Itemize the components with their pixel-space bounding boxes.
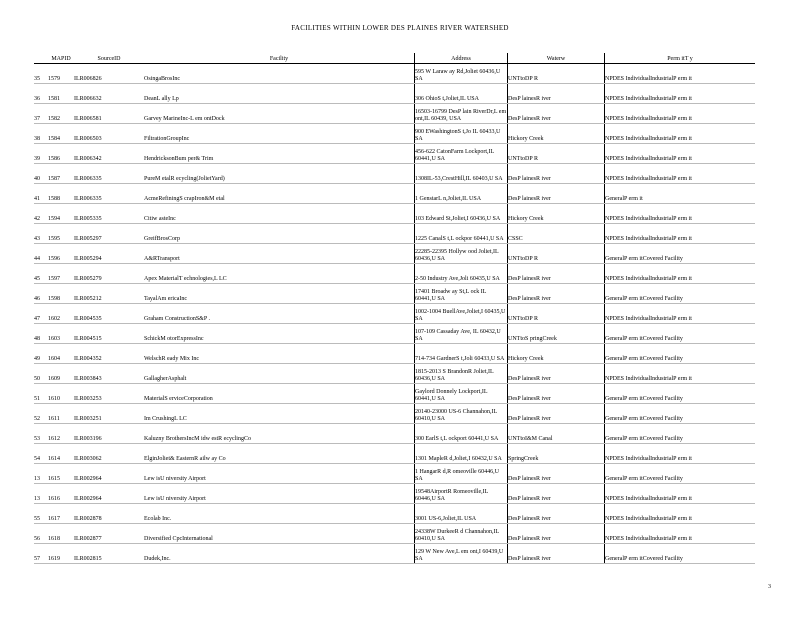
table-row: [34, 344, 755, 364]
cell-sourceid: ILR003062: [74, 444, 144, 464]
header-mapid: MAPID: [48, 53, 74, 64]
cell-mapid: 1610: [48, 384, 74, 404]
cell-facility: A&RTransport: [144, 244, 415, 264]
cell-address: 103 Edward St,Joliet,I 60436,U SA: [415, 204, 508, 224]
cell-facility: SchickM otorExpressInc: [144, 324, 415, 344]
cell-row-number: 13: [34, 484, 48, 504]
table-row: [34, 304, 755, 324]
cell-waterway: DesP lainesR iver: [508, 184, 605, 204]
cell-address: 1308IL-53,CrestHill,IL 60403,U SA: [415, 164, 508, 184]
cell-sourceid: ILR005212: [74, 284, 144, 304]
cell-row-number: 41: [34, 184, 48, 204]
cell-sourceid: ILR002878: [74, 504, 144, 524]
cell-permit-type: GeneralP erm itCovered Facility: [605, 464, 756, 484]
cell-permit-type: GeneralP erm itCovered Facility: [605, 284, 756, 304]
cell-permit-type: NPDES IndividualIndustrialP erm it: [605, 224, 756, 244]
table-row: [34, 524, 755, 544]
cell-facility: Diversified CpcInternational: [144, 524, 415, 544]
cell-address: 22285-22395 Hollyw ood Joliet,IL 60436,U SA: [415, 244, 508, 264]
cell-address: 1301 MapleR d,Joliet,I 60432,U SA: [415, 444, 508, 464]
cell-facility: Garvey MarineInc-L em ontDock: [144, 104, 415, 124]
cell-waterway: SpringCreek: [508, 444, 605, 464]
table-header-row: [34, 53, 755, 64]
table-row: [34, 244, 755, 264]
cell-waterway: Hickory Creek: [508, 204, 605, 224]
cell-row-number: 13: [34, 464, 48, 484]
cell-waterway: UNTtoI&M Canal: [508, 424, 605, 444]
cell-row-number: 47: [34, 304, 48, 324]
cell-sourceid: ILR006826: [74, 64, 144, 84]
cell-waterway: DesP lainesR iver: [508, 404, 605, 424]
cell-permit-type: NPDES IndividualIndustrialP erm it: [605, 364, 756, 384]
cell-sourceid: ILR006581: [74, 104, 144, 124]
cell-mapid: 1598: [48, 284, 74, 304]
cell-facility: GallagherAsphalt: [144, 364, 415, 384]
cell-row-number: 51: [34, 384, 48, 404]
cell-address: 306 OhioS t,Joliet,IL USA: [415, 84, 508, 104]
cell-facility: Kaluzny BrothersIncM idw estR ecyclingCo: [144, 424, 415, 444]
table-row: [34, 364, 755, 384]
cell-address: 456-622 CatonFarm Lockport,IL 60441,U SA: [415, 144, 508, 164]
cell-facility: MaterialS erviceCorporation: [144, 384, 415, 404]
cell-mapid: 1584: [48, 124, 74, 144]
cell-permit-type: NPDES IndividualIndustrialP erm it: [605, 524, 756, 544]
cell-facility: DeanL ally Lp: [144, 84, 415, 104]
cell-row-number: 38: [34, 124, 48, 144]
cell-facility: OsingaBrosInc: [144, 64, 415, 84]
cell-sourceid: ILR002815: [74, 544, 144, 564]
header-permit-type: Perm itT y: [605, 53, 756, 64]
cell-permit-type: GeneralP erm itCovered Facility: [605, 344, 756, 364]
table-row: [34, 224, 755, 244]
cell-facility: Graham ConstructionS&P .: [144, 304, 415, 324]
cell-address: 595 W Laraw ay Rd,Joliet 60436,U SA: [415, 64, 508, 84]
cell-permit-type: NPDES IndividualIndustrialP erm it: [605, 64, 756, 84]
cell-mapid: 1611: [48, 404, 74, 424]
cell-row-number: 39: [34, 144, 48, 164]
cell-facility: Lew isU niversity Airport: [144, 484, 415, 504]
cell-address: 24338W DurkeeR d Channahon,IL 60410,U SA: [415, 524, 508, 544]
table-row: [34, 64, 755, 84]
cell-sourceid: ILR005297: [74, 224, 144, 244]
cell-facility: TayalAm ericaInc: [144, 284, 415, 304]
cell-permit-type: NPDES IndividualIndustrialP erm it: [605, 104, 756, 124]
cell-address: 1 GenstarL n,Joliet,IL USA: [415, 184, 508, 204]
cell-waterway: UNTtoDP R: [508, 244, 605, 264]
cell-address: 1225 CanalS t,L ockpor 60441,U SA: [415, 224, 508, 244]
table-row: [34, 544, 755, 564]
header-waterway: Waterw: [508, 53, 605, 64]
cell-address: 20140-23000 US-6 Channahon,IL 60410,U SA: [415, 404, 508, 424]
cell-sourceid: ILR006503: [74, 124, 144, 144]
cell-permit-type: GeneralP erm itCovered Facility: [605, 384, 756, 404]
cell-waterway: DesP lainesR iver: [508, 284, 605, 304]
cell-address: 300 EarlS t,L ockport 60441,U SA: [415, 424, 508, 444]
cell-mapid: 1614: [48, 444, 74, 464]
cell-waterway: Hickory Creek: [508, 124, 605, 144]
page-number: 3: [768, 584, 771, 590]
cell-mapid: 1618: [48, 524, 74, 544]
table-row: [34, 184, 755, 204]
cell-facility: GreifBrosCorp: [144, 224, 415, 244]
cell-permit-type: NPDES IndividualIndustrialP erm it: [605, 264, 756, 284]
cell-row-number: 48: [34, 324, 48, 344]
cell-sourceid: ILR003196: [74, 424, 144, 444]
cell-row-number: 45: [34, 264, 48, 284]
cell-facility: Citiw asteInc: [144, 204, 415, 224]
cell-row-number: 35: [34, 64, 48, 84]
cell-waterway: DesP lainesR iver: [508, 524, 605, 544]
cell-waterway: DesP lainesR iver: [508, 384, 605, 404]
cell-mapid: 1604: [48, 344, 74, 364]
cell-waterway: DesP lainesR iver: [508, 544, 605, 564]
cell-sourceid: ILR006335: [74, 164, 144, 184]
cell-address: 3001 US-6,Joliet,IL USA: [415, 504, 508, 524]
cell-row-number: 57: [34, 544, 48, 564]
cell-permit-type: GeneralP erm it: [605, 184, 756, 204]
cell-sourceid: ILR002877: [74, 524, 144, 544]
table-row: [34, 424, 755, 444]
cell-facility: PureM etalR ecycling(JolietYard): [144, 164, 415, 184]
cell-permit-type: NPDES IndividualIndustrialP erm it: [605, 304, 756, 324]
cell-permit-type: GeneralP erm itCovered Facility: [605, 404, 756, 424]
cell-permit-type: GeneralP erm itCovered Facility: [605, 324, 756, 344]
cell-row-number: 56: [34, 524, 48, 544]
cell-sourceid: ILR005279: [74, 264, 144, 284]
cell-permit-type: NPDES IndividualIndustrialP erm it: [605, 144, 756, 164]
cell-facility: ElginJoliet& EasternR ailw ay Co: [144, 444, 415, 464]
cell-mapid: 1615: [48, 464, 74, 484]
header-address: Address: [415, 53, 508, 64]
cell-facility: FiltrationGroupInc: [144, 124, 415, 144]
cell-row-number: 44: [34, 244, 48, 264]
cell-permit-type: GeneralP erm itCovered Facility: [605, 544, 756, 564]
table-row: [34, 384, 755, 404]
cell-mapid: 1597: [48, 264, 74, 284]
cell-mapid: 1587: [48, 164, 74, 184]
cell-mapid: 1595: [48, 224, 74, 244]
cell-mapid: 1579: [48, 64, 74, 84]
cell-waterway: UNTtoDP R: [508, 144, 605, 164]
table-row: [34, 284, 755, 304]
cell-facility: AcmeRefiningS crapIron&M etal: [144, 184, 415, 204]
cell-mapid: 1602: [48, 304, 74, 324]
cell-sourceid: ILR004515: [74, 324, 144, 344]
cell-facility: Ecolab Inc.: [144, 504, 415, 524]
cell-row-number: 43: [34, 224, 48, 244]
cell-waterway: UNTtoDP R: [508, 64, 605, 84]
cell-permit-type: NPDES IndividualIndustrialP erm it: [605, 484, 756, 504]
facilities-table: [34, 53, 755, 564]
cell-address: 19548AirportR Romeoville,IL 60446,U SA: [415, 484, 508, 504]
cell-row-number: 52: [34, 404, 48, 424]
cell-waterway: UNTtoS pringCreek: [508, 324, 605, 344]
table-row: [34, 324, 755, 344]
cell-row-number: 37: [34, 104, 48, 124]
cell-permit-type: GeneralP erm itCovered Facility: [605, 244, 756, 264]
cell-waterway: DesP lainesR iver: [508, 484, 605, 504]
table-row: [34, 164, 755, 184]
page-title: FACILITIES WITHIN LOWER DES PLAINES RIVER WATERSHED: [291, 24, 509, 32]
cell-mapid: 1586: [48, 144, 74, 164]
cell-mapid: 1588: [48, 184, 74, 204]
cell-address: 1002-1004 BuellAve,Joliet,I 60435,U SA: [415, 304, 508, 324]
table-body: [34, 64, 755, 564]
cell-waterway: UNTtoDP R: [508, 304, 605, 324]
cell-sourceid: ILR003251: [74, 404, 144, 424]
cell-address: 1815-2013 S BrandonR Joliet,IL 60436,U SA: [415, 364, 508, 384]
cell-facility: Dudek,Inc.: [144, 544, 415, 564]
cell-row-number: 54: [34, 444, 48, 464]
cell-waterway: DesP lainesR iver: [508, 504, 605, 524]
cell-facility: HendricksonBum per& Trim: [144, 144, 415, 164]
table-row: [34, 484, 755, 504]
cell-sourceid: ILR004352: [74, 344, 144, 364]
cell-mapid: 1617: [48, 504, 74, 524]
header-facility: Facility: [144, 53, 415, 64]
cell-waterway: Hickory Creek: [508, 344, 605, 364]
cell-sourceid: ILR002964: [74, 484, 144, 504]
table-row: [34, 404, 755, 424]
cell-sourceid: ILR003253: [74, 384, 144, 404]
cell-sourceid: ILR005335: [74, 204, 144, 224]
cell-permit-type: NPDES IndividualIndustrialP erm it: [605, 164, 756, 184]
cell-address: 17401 Broadw ay St,L ock IL 60441,U SA: [415, 284, 508, 304]
table-row: [34, 444, 755, 464]
cell-permit-type: NPDES IndividualIndustrialP erm it: [605, 444, 756, 464]
cell-mapid: 1596: [48, 244, 74, 264]
cell-row-number: 55: [34, 504, 48, 524]
cell-sourceid: ILR006335: [74, 184, 144, 204]
cell-facility: Lew isU niversity Airport: [144, 464, 415, 484]
cell-row-number: 50: [34, 364, 48, 384]
cell-row-number: 53: [34, 424, 48, 444]
cell-waterway: DesP lainesR iver: [508, 464, 605, 484]
header-sourceid: SourceID: [74, 53, 144, 64]
cell-waterway: DesP lainesR iver: [508, 264, 605, 284]
cell-row-number: 46: [34, 284, 48, 304]
cell-permit-type: NPDES IndividualIndustrialP erm it: [605, 504, 756, 524]
cell-waterway: DesP lainesR iver: [508, 164, 605, 184]
cell-permit-type: GeneralP erm itCovered Facility: [605, 424, 756, 444]
cell-mapid: 1609: [48, 364, 74, 384]
cell-waterway: DesP lainesR iver: [508, 104, 605, 124]
cell-mapid: 1594: [48, 204, 74, 224]
header-row-number: [34, 53, 48, 64]
cell-mapid: 1581: [48, 84, 74, 104]
cell-facility: Apex MaterialT echnologies,L LC: [144, 264, 415, 284]
table-row: [34, 144, 755, 164]
cell-address: 129 W New Ave,L em ont,I 60439,U SA: [415, 544, 508, 564]
cell-waterway: CSSC: [508, 224, 605, 244]
cell-mapid: 1603: [48, 324, 74, 344]
cell-row-number: 36: [34, 84, 48, 104]
table-row: [34, 504, 755, 524]
cell-waterway: DesP lainesR iver: [508, 84, 605, 104]
cell-sourceid: ILR006342: [74, 144, 144, 164]
cell-permit-type: NPDES IndividualIndustrialP erm it: [605, 84, 756, 104]
cell-sourceid: ILR004535: [74, 304, 144, 324]
cell-address: 714-734 GardnerS t,Joli 60433,U SA: [415, 344, 508, 364]
cell-mapid: 1616: [48, 484, 74, 504]
cell-mapid: 1619: [48, 544, 74, 564]
cell-row-number: 40: [34, 164, 48, 184]
cell-address: 2-50 Industry Ave,Joli 60435,U SA: [415, 264, 508, 284]
cell-sourceid: ILR005294: [74, 244, 144, 264]
table-row: [34, 84, 755, 104]
table-row: [34, 264, 755, 284]
cell-sourceid: ILR006632: [74, 84, 144, 104]
cell-permit-type: NPDES IndividualIndustrialP erm it: [605, 124, 756, 144]
cell-address: 107-109 Cassaday Ave, IL 60432,U SA: [415, 324, 508, 344]
cell-address: 900 EWashingtonS t,Jo IL 60433,U SA: [415, 124, 508, 144]
cell-address: Gaylord Donnely Lockport,IL 60441,U SA: [415, 384, 508, 404]
cell-sourceid: ILR002964: [74, 464, 144, 484]
cell-sourceid: ILR003843: [74, 364, 144, 384]
cell-facility: WelschR eady Mix Inc: [144, 344, 415, 364]
cell-address: 16503-16799 DesP lain RiverDr,L em ont,IL 60439, USA: [415, 104, 508, 124]
cell-row-number: 42: [34, 204, 48, 224]
cell-address: 1 HangarR d,R omeoville 60446,U SA: [415, 464, 508, 484]
cell-facility: Im CrushingL LC: [144, 404, 415, 424]
cell-permit-type: NPDES IndividualIndustrialP erm it: [605, 204, 756, 224]
table-row: [34, 124, 755, 144]
table-row: [34, 104, 755, 124]
cell-waterway: DesP lainesR iver: [508, 364, 605, 384]
table-row: [34, 464, 755, 484]
cell-mapid: 1582: [48, 104, 74, 124]
table-row: [34, 204, 755, 224]
cell-row-number: 49: [34, 344, 48, 364]
cell-mapid: 1612: [48, 424, 74, 444]
